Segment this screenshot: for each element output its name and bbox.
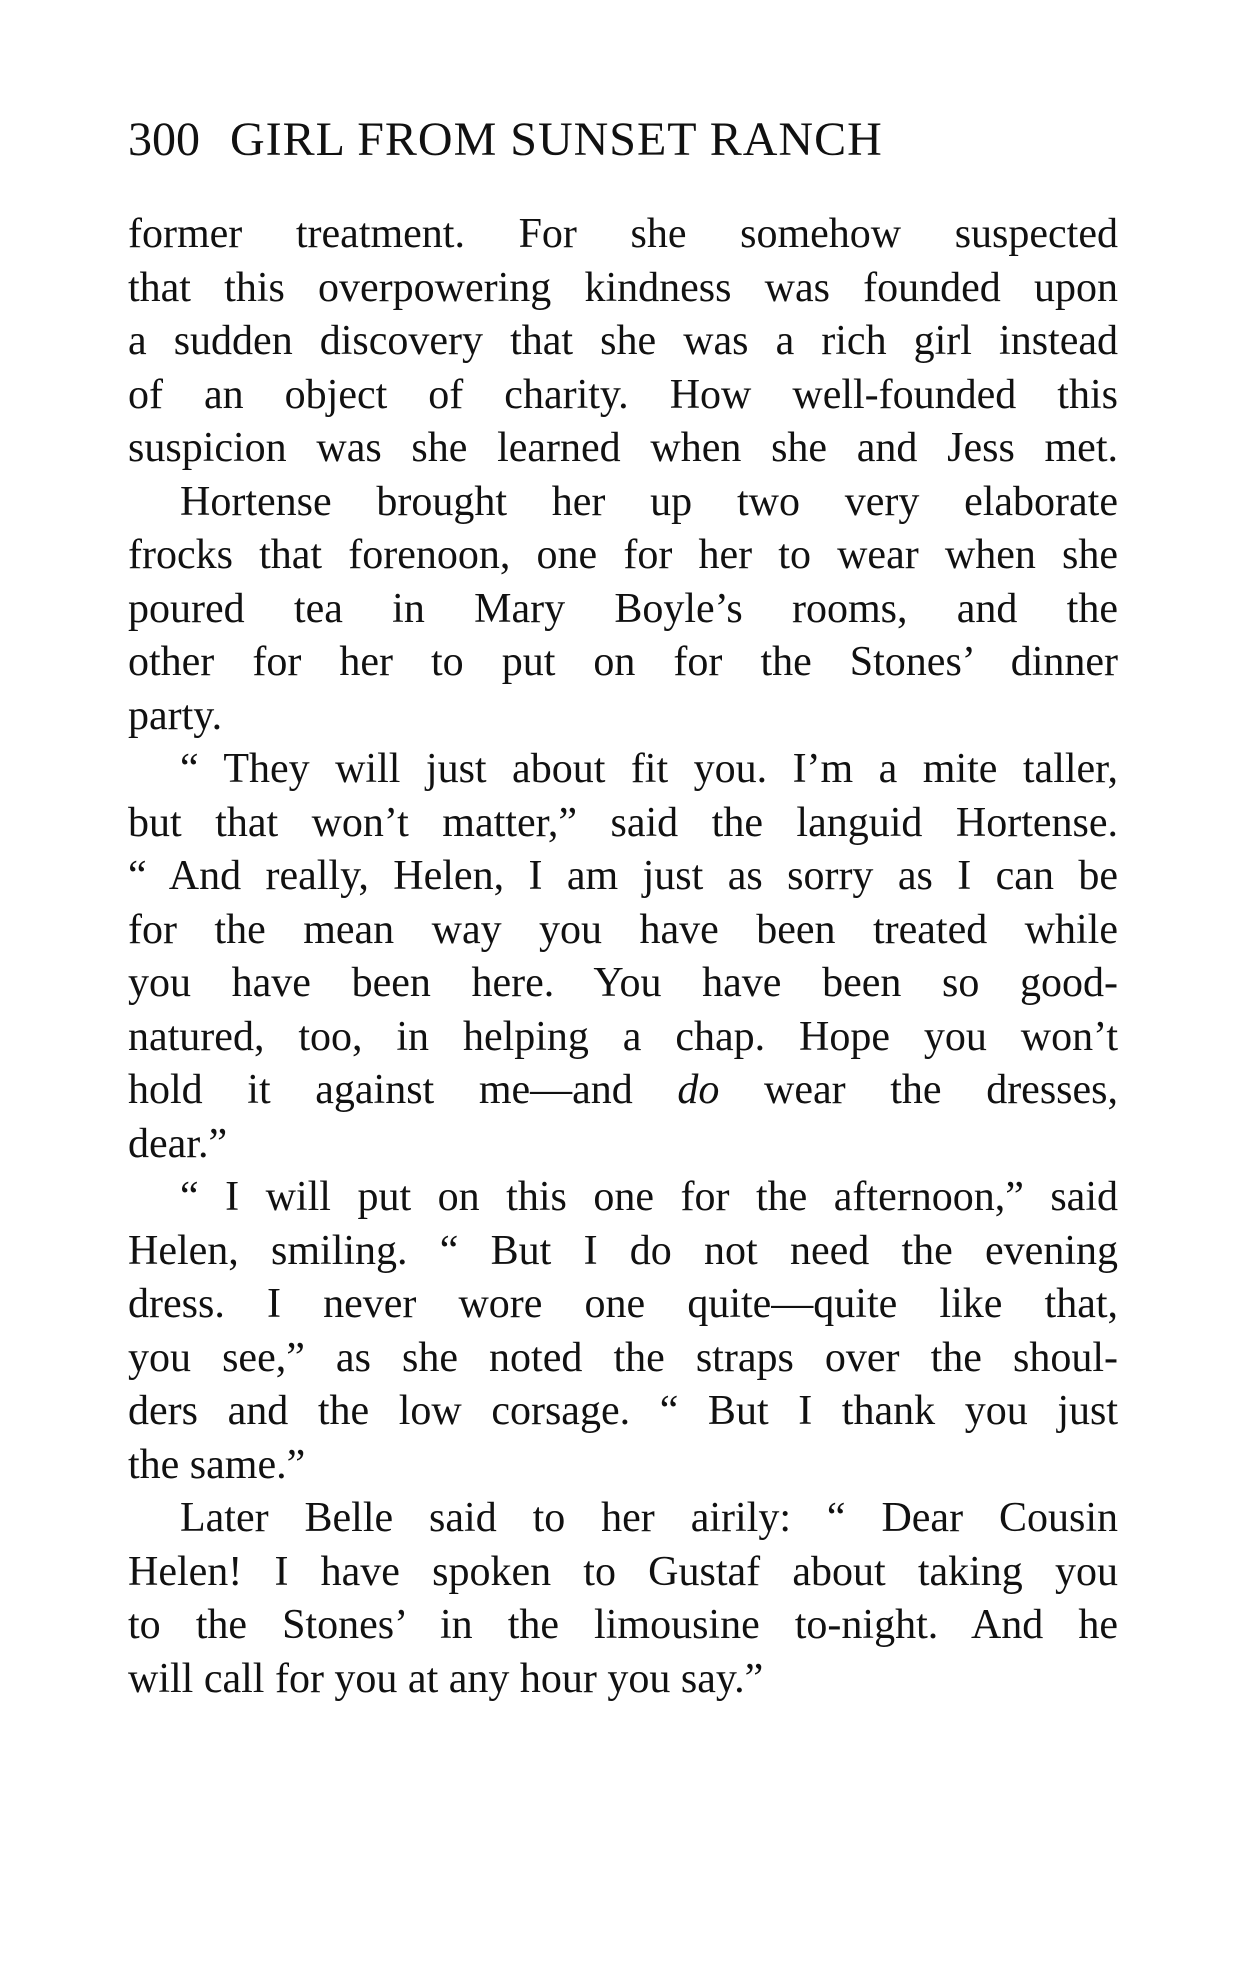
text-line: “ They will just about fit you. I’m a mite taller, — [180, 746, 1118, 792]
text-line: the same.” — [128, 1441, 306, 1488]
text-line: a sudden discovery that she was a rich girl instead — [128, 318, 1118, 364]
text-line: suspicion was she learned when she and Jess met. — [128, 425, 1118, 471]
text-line — [128, 1064, 1118, 1118]
text-line: natured, too, in helping a chap. Hope you won’t — [128, 1013, 1118, 1060]
text-line: former treatment. For she somehow suspected — [128, 211, 1118, 257]
italic-emphasis: do — [677, 1067, 720, 1113]
text-line: Helen, smiling. “ But I do not need the evening — [128, 1227, 1118, 1274]
text-line: you see,” as she noted the straps over the shoul- — [128, 1334, 1118, 1381]
text-line: frocks that forenoon, one for her to wear when she — [128, 532, 1118, 578]
text-line: Later Belle said to her airily: “ Dear Cousin — [180, 1495, 1118, 1541]
text-line: of an object of charity. How well-founded this — [128, 371, 1118, 418]
body-text — [128, 208, 1118, 1706]
text-segment: hold it against me—and — [128, 1067, 678, 1113]
text-line: ders and the low corsage. “ But I thank you just — [128, 1388, 1118, 1434]
text-line: dear.” — [128, 1120, 228, 1167]
text-line: other for her to put on for the Stones’ dinner — [128, 639, 1118, 685]
running-title: GIRL FROM SUNSET RANCH — [230, 113, 883, 166]
text-line: will call for you at any hour you say.” — [128, 1655, 764, 1702]
text-line: poured tea in Mary Boyle’s rooms, and the — [128, 585, 1118, 632]
page-number: 300 — [128, 113, 200, 166]
text-line: that this overpowering kindness was founded upon — [128, 264, 1118, 311]
text-line: Hortense brought her up two very elaborate — [180, 478, 1118, 525]
text-line: “ I will put on this one for the afternoon,” said — [180, 1174, 1118, 1220]
text-line: to the Stones’ in the limousine to-night. And he — [128, 1602, 1118, 1648]
text-line: you have been here. You have been so good- — [128, 960, 1118, 1006]
text-line: but that won’t matter,” said the languid Hortense. — [128, 799, 1118, 846]
running-head — [128, 108, 1128, 172]
text-line: “ And really, Helen, I am just as sorry as I can be — [128, 853, 1118, 899]
text-line: for the mean way you have been treated while — [128, 906, 1118, 953]
text-line: Helen! I have spoken to Gustaf about taking you — [128, 1548, 1118, 1595]
text-segment: wear the dresses, — [719, 1067, 1118, 1113]
text-line: dress. I never wore one quite—quite like that, — [128, 1281, 1118, 1327]
text-line: party. — [128, 692, 223, 739]
